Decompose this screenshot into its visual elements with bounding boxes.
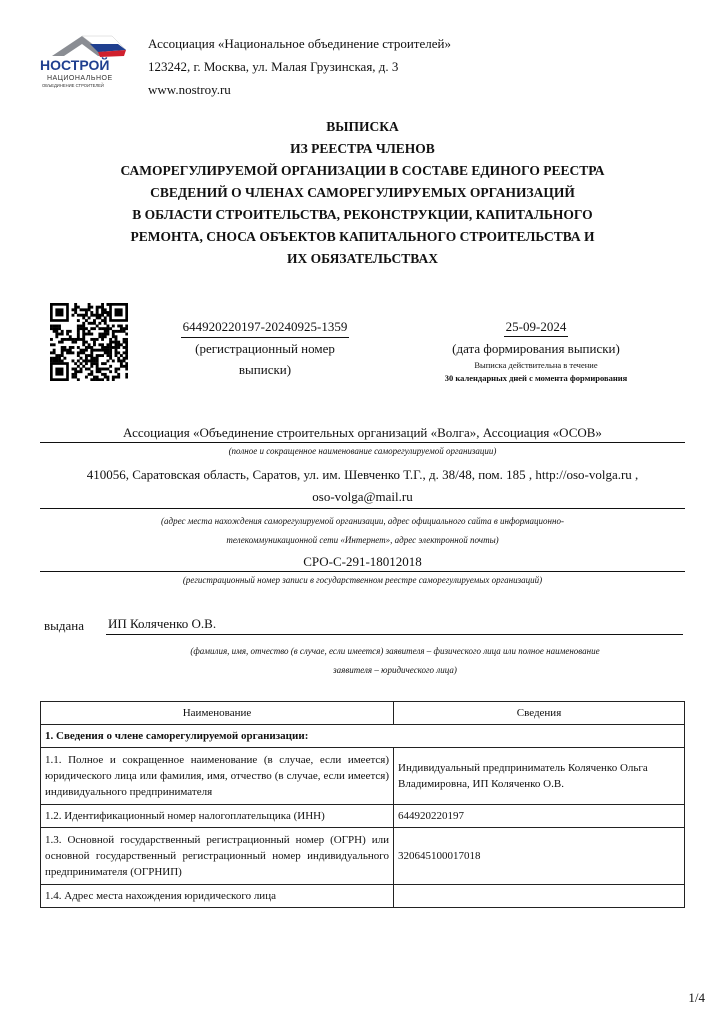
sro-address-line-1: 410056, Саратовская область, Саратов, ул. им. Шевченко Т.Г., д. 38/48, пом. 185 , http://oso-volga.ru ,: [86, 467, 639, 482]
registration-caption-2: выписки): [238, 362, 292, 377]
title-line: ИЗ РЕЕСТРА ЧЛЕНОВ: [290, 141, 435, 156]
table-section-row: [41, 725, 685, 748]
header-address: 123242, г. Москва, ул. Малая Грузинская, д. 3: [148, 59, 399, 74]
member-info-table: [40, 701, 685, 908]
sro-reg-number-caption: (регистрационный номер записи в государственном реестре саморегулируемых организаций): [182, 575, 543, 585]
table-row: [41, 885, 685, 908]
issued-caption-1: (фамилия, имя, отчество (в случае, если имеется) заявителя – физического лица или полное наименование: [190, 646, 600, 656]
table-header-name: Наименование: [41, 702, 394, 725]
row-name: 1.2. Идентификационный номер налогоплательщика (ИНН): [41, 805, 394, 828]
formation-date: 25-09-2024: [504, 318, 569, 337]
table-header-row: [41, 702, 685, 725]
sro-address: [40, 464, 685, 509]
sro-full-name-caption: (полное и сокращенное наименование саморегулируемой организации): [228, 446, 497, 456]
table-row: [41, 748, 685, 805]
sro-address-caption-1: (адрес места нахождения саморегулируемой организации, адрес официального сайта в информационно-: [161, 516, 564, 526]
section-title: 1. Сведения о члене саморегулируемой организации:: [41, 725, 685, 748]
row-value: Индивидуальный предприниматель Коляченко Ольга Владимировна, ИП Коляченко О.В.: [394, 748, 685, 805]
title-line: СВЕДЕНИЙ О ЧЛЕНАХ САМОРЕГУЛИРУЕМЫХ ОРГАНИЗАЦИЙ: [150, 185, 575, 200]
sro-reg-number: СРО-С-291-18012018: [40, 553, 685, 572]
sro-full-name: Ассоциация «Объединение строительных организаций «Волга», Ассоциация «ОСОВ»: [40, 424, 685, 443]
date-caption: (дата формирования выписки): [452, 341, 620, 356]
sro-address-caption-2: телекоммуникационной сети «Интернет», адрес электронной почты): [226, 535, 499, 545]
logo-sub-text-1: НАЦИОНАЛЬНОЕ: [47, 75, 113, 82]
row-value: 644920220197: [394, 805, 685, 828]
row-value: 320645100017018: [394, 828, 685, 885]
nostroy-logo: [38, 30, 130, 92]
sro-address-line-2: oso-volga@mail.ru: [312, 489, 413, 504]
qr-code: [50, 303, 128, 381]
page-number: 1/4: [688, 990, 705, 1005]
validity-text-2: 30 календарных дней с момента формирования: [444, 373, 628, 383]
issued-label: выдана: [44, 618, 84, 633]
header-info: [148, 32, 451, 101]
title-line: РЕМОНТА, СНОСА ОБЪЕКТОВ КАПИТАЛЬНОГО СТРОИТЕЛЬСТВА И: [130, 229, 595, 244]
registration-number: 644920220197-20240925-1359: [181, 316, 350, 338]
sro-address-caption: [40, 512, 685, 550]
registration-caption-1: (регистрационный номер: [195, 341, 335, 356]
title-line: ИХ ОБЯЗАТЕЛЬСТВАХ: [287, 251, 438, 266]
table-row: [41, 828, 685, 885]
issued-to-value: ИП Коляченко О.В.: [106, 614, 683, 635]
table-row: [41, 805, 685, 828]
row-name: 1.3. Основной государственный регистрационный номер (ОГРН) или основной государственный регистрационный номер индивидуального предпринимателя (ОГРНИП): [41, 828, 394, 885]
row-name: 1.4. Адрес места нахождения юридического лица: [41, 885, 394, 908]
table-header-value: Сведения: [394, 702, 685, 725]
title-line: В ОБЛАСТИ СТРОИТЕЛЬСТВА, РЕКОНСТРУКЦИИ, КАПИТАЛЬНОГО: [132, 207, 593, 222]
validity-text-1: Выписка действительна в течение: [474, 360, 598, 370]
header-website[interactable]: www.nostroy.ru: [148, 82, 231, 97]
logo-main-text: НОСТРОЙ: [40, 57, 110, 73]
title-line: ВЫПИСКА: [326, 119, 399, 134]
row-value: [394, 885, 685, 908]
header-org-name: Ассоциация «Национальное объединение строителей»: [148, 36, 451, 51]
registration-block: [170, 316, 360, 380]
document-title: [40, 116, 685, 270]
row-name: 1.1. Полное и сокращенное наименование (в случае, если имеется) юридического лица или фамилия, имя, отчество (в случае, если имеется) индивидуального предпринимателя: [41, 748, 394, 805]
issued-caption-2: заявителя – юридического лица): [333, 665, 457, 675]
date-block: [420, 318, 652, 385]
issued-caption: [110, 642, 680, 680]
title-line: САМОРЕГУЛИРУЕМОЙ ОРГАНИЗАЦИИ В СОСТАВЕ ЕДИНОГО РЕЕСТРА: [120, 163, 605, 178]
logo-sub-text-2: ОБЪЕДИНЕНИЕ СТРОИТЕЛЕЙ: [42, 83, 104, 88]
